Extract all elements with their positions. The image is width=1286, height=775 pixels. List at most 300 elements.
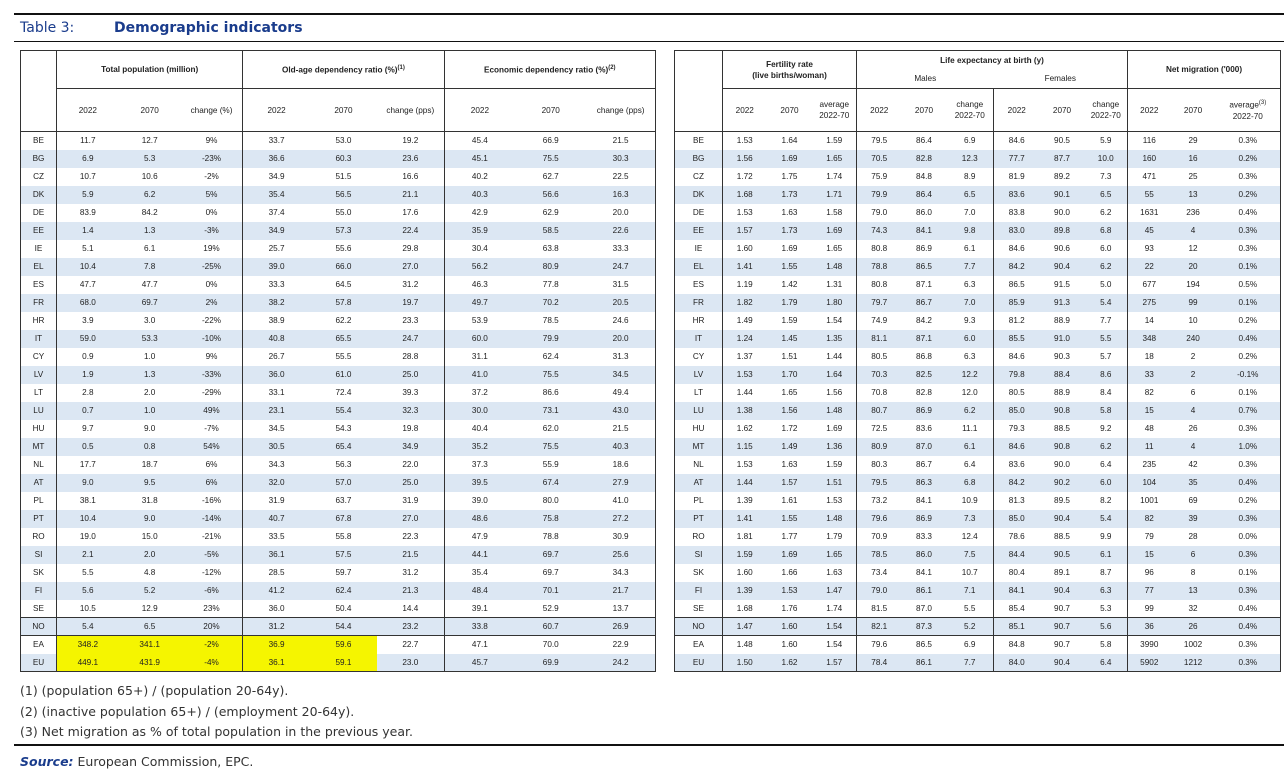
table-cell: 31.5 <box>586 276 655 294</box>
table-name: Demographic indicators <box>114 20 303 36</box>
table-cell: 1001 <box>1128 492 1171 510</box>
table-cell: 34.9 <box>377 438 444 456</box>
table-cell: 36.0 <box>243 366 310 384</box>
table-cell: 84.1 <box>902 222 947 240</box>
table-row <box>675 456 1281 474</box>
table-cell: 35.4 <box>444 564 515 582</box>
table-cell: 1.0 <box>143 352 156 361</box>
table-cell: 84.1 <box>994 582 1040 600</box>
table-cell: 18 <box>1128 348 1171 366</box>
table-cell: 74.3 <box>857 222 902 240</box>
table-row <box>675 474 1281 492</box>
left-col-header: change (pps) <box>586 89 655 132</box>
table-cell: 1.54 <box>813 636 857 654</box>
table-cell: 6.5 <box>947 186 994 204</box>
table-row <box>675 150 1281 168</box>
table-cell: 1.65 <box>813 150 857 168</box>
table-cell: 79.5 <box>857 474 902 492</box>
table-cell: 1.47 <box>813 582 857 600</box>
table-cell: 1.59 <box>826 460 843 469</box>
table-cell: 80.7 <box>857 402 902 420</box>
table-cell: 90.5 <box>1054 136 1070 146</box>
table-row <box>675 258 1281 276</box>
table-cell: 7.8 <box>119 258 181 276</box>
country-code: CZ <box>21 168 57 186</box>
table-cell: 86.8 <box>916 352 932 361</box>
table-row <box>675 582 1281 600</box>
table-cell: 36.1 <box>243 654 310 672</box>
table-cell: 6 <box>1171 546 1216 564</box>
table-cell: 35.2 <box>444 438 515 456</box>
country-code: FR <box>21 294 57 312</box>
table-cell: 30.3 <box>586 150 655 168</box>
table-cell: 5.9 <box>57 186 119 204</box>
table-cell: 31.9 <box>243 492 310 510</box>
table-cell: 79.8 <box>994 366 1040 384</box>
table-row <box>21 330 656 348</box>
table-cell: 6.2 <box>1085 438 1128 456</box>
table-cell: 84.4 <box>994 546 1040 564</box>
table-cell: 22.4 <box>377 222 444 240</box>
table-cell: 67.8 <box>310 510 377 528</box>
table-cell: 0.3% <box>1216 636 1281 654</box>
table-cell: 90.4 <box>1040 510 1085 528</box>
table-cell: 0.3% <box>1216 222 1281 240</box>
table-cell: 80.9 <box>857 438 902 456</box>
table-cell: 1.48 <box>813 510 857 528</box>
table-cell: 91.3 <box>1040 294 1085 312</box>
table-cell: 62.4 <box>542 352 559 361</box>
table-cell: 81.3 <box>994 492 1040 510</box>
table-cell: 85.0 <box>994 402 1040 420</box>
table-cell: 81.2 <box>994 312 1040 330</box>
table-cell: 90.0 <box>1054 208 1070 217</box>
table-cell: 23.6 <box>377 150 444 168</box>
table-cell: 34.5 <box>243 420 310 438</box>
table-cell: 33.1 <box>243 384 310 402</box>
right-table <box>674 50 1281 672</box>
table-cell: 9.0 <box>119 510 181 528</box>
table-row <box>21 222 656 240</box>
table-cell: 60.7 <box>515 618 586 636</box>
table-cell: 10.4 <box>57 258 119 276</box>
table-cell: 65.4 <box>310 438 377 456</box>
table-cell: 16.3 <box>586 186 655 204</box>
table-cell: 66.0 <box>310 258 377 276</box>
table-cell: 1.60 <box>723 240 767 258</box>
table-cell: 1.64 <box>781 136 798 146</box>
table-cell: 0.5% <box>1216 276 1281 294</box>
table-cell: 78.5 <box>542 316 559 325</box>
table-cell: -22% <box>201 316 222 325</box>
country-code: LV <box>675 366 723 384</box>
table-cell: 1.53 <box>826 496 843 505</box>
table-cell: 3.0 <box>143 316 156 325</box>
table-cell: 1.3 <box>119 222 181 240</box>
table-cell: 0.4% <box>1216 474 1281 492</box>
table-row <box>675 276 1281 294</box>
table-cell: 1.4 <box>57 222 119 240</box>
table-row <box>21 258 656 276</box>
table-cell: 34.9 <box>243 222 310 240</box>
country-code: EE <box>675 222 723 240</box>
table-cell: 83.6 <box>994 456 1040 474</box>
corner-cell <box>21 51 57 89</box>
country-code: MT <box>675 438 723 456</box>
table-cell: 62.7 <box>542 172 559 181</box>
table-cell: 39.1 <box>444 600 515 618</box>
table-cell: 6.1 <box>947 438 994 456</box>
country-code: LU <box>675 402 723 420</box>
table-cell: 63.8 <box>542 244 559 253</box>
table-cell: 5.3 <box>1100 603 1112 613</box>
table-cell: 77.7 <box>994 150 1040 168</box>
country-code: BG <box>675 150 723 168</box>
table-cell: 13.7 <box>586 600 655 618</box>
table-cell: 6.2 <box>1100 208 1112 217</box>
note-3: (3) Net migration as % of total population in the previous year. <box>20 724 413 739</box>
table-cell: 64.5 <box>335 280 352 289</box>
table-cell: 22.5 <box>586 168 655 186</box>
col-mig-2022: 2022 <box>1128 89 1171 132</box>
table-cell: 348 <box>1128 330 1171 348</box>
table-cell: 79.6 <box>857 510 902 528</box>
table-cell: 6.5 <box>119 618 181 636</box>
table-cell: 15 <box>1128 402 1171 420</box>
table-cell: 1.65 <box>826 244 843 253</box>
table-row <box>21 150 656 168</box>
table-cell: 25.7 <box>243 240 310 258</box>
table-cell: 86.4 <box>902 186 947 204</box>
col-mig-avg: average$^{(3)}$ 2022-70 <box>1216 89 1281 132</box>
table-cell: 1.44 <box>723 384 767 402</box>
table-cell: 6.1 <box>964 244 976 253</box>
table-cell: 7.5 <box>947 546 994 564</box>
col-female-change: change 2022-70 <box>1085 89 1128 132</box>
table-cell: 28 <box>1188 532 1198 541</box>
table-cell: 1.49 <box>767 438 813 456</box>
table-cell: 1.64 <box>813 366 857 384</box>
table-cell: 82 <box>1128 510 1171 528</box>
table-cell: 62.9 <box>542 208 559 217</box>
table-cell: 9.8 <box>947 222 994 240</box>
table-cell: 0.2% <box>1216 492 1281 510</box>
table-cell: 0.1% <box>1216 384 1281 402</box>
table-cell: 1.0 <box>119 402 181 420</box>
table-cell: 80.5 <box>857 348 902 366</box>
country-code: DE <box>21 204 57 222</box>
table-cell: 35.9 <box>444 222 515 240</box>
table-cell: 1.75 <box>781 172 798 181</box>
header-males: Males <box>857 70 994 89</box>
country-code: PL <box>675 492 723 510</box>
table-cell: 55 <box>1128 186 1171 204</box>
table-cell: 0.7 <box>57 402 119 420</box>
col-male-2022: 2022 <box>857 89 902 132</box>
table-cell: 5.5 <box>964 603 976 613</box>
table-cell: 471 <box>1128 168 1171 186</box>
country-code: HR <box>675 312 723 330</box>
table-cell: 12.7 <box>141 136 158 146</box>
table-cell: 84.1 <box>916 568 932 577</box>
table-cell: 1.41 <box>723 510 767 528</box>
table-cell: -16% <box>201 496 222 505</box>
table-cell: 1.31 <box>826 280 843 289</box>
table-cell: 7.3 <box>1100 172 1112 181</box>
table-cell: 86.9 <box>902 402 947 420</box>
table-cell: 23.0 <box>377 654 444 672</box>
table-cell: 30.0 <box>444 402 515 420</box>
table-cell: 23% <box>203 603 220 613</box>
table-cell: 7.0 <box>964 208 976 217</box>
table-cell: 677 <box>1128 276 1171 294</box>
table-cell: 70.9 <box>857 528 902 546</box>
table-cell: 55.6 <box>335 244 352 253</box>
table-label: Table 3: <box>20 20 75 36</box>
table-cell: 49.7 <box>444 294 515 312</box>
table-cell: 41.0 <box>586 492 655 510</box>
country-code: SK <box>675 564 723 582</box>
table-cell: 6.1 <box>143 244 156 253</box>
table-cell: 77 <box>1128 582 1171 600</box>
table-cell: 80.0 <box>542 496 559 505</box>
table-cell: 32.3 <box>377 402 444 420</box>
table-cell: 40.3 <box>586 438 655 456</box>
table-row <box>21 474 656 492</box>
table-cell: 1.50 <box>723 654 767 672</box>
table-cell: 79.5 <box>857 132 902 150</box>
table-cell: 87.0 <box>916 603 932 613</box>
table-cell: 9% <box>205 352 218 361</box>
table-cell: 1.53 <box>767 582 813 600</box>
table-cell: 15 <box>1128 546 1171 564</box>
table-cell: 48.4 <box>444 582 515 600</box>
table-cell: 1.70 <box>767 366 813 384</box>
table-cell: 5.9 <box>1100 136 1112 146</box>
table-cell: 1.62 <box>723 420 767 438</box>
table-cell: 36.9 <box>243 636 310 654</box>
table-cell: 6% <box>181 474 243 492</box>
table-cell: 57.8 <box>310 294 377 312</box>
table-cell: -12% <box>201 568 222 577</box>
table-cell: 0.3% <box>1216 654 1281 672</box>
table-cell: 25.0 <box>377 366 444 384</box>
table-cell: 1.19 <box>723 276 767 294</box>
table-cell: 86.0 <box>902 546 947 564</box>
table-row <box>21 600 656 618</box>
table-cell: 1.54 <box>826 316 843 325</box>
country-code: HU <box>21 420 57 438</box>
table-cell: 1.49 <box>723 312 767 330</box>
table-cell: 49% <box>181 402 243 420</box>
table-cell: 1.9 <box>57 366 119 384</box>
table-cell: 31.3 <box>586 348 655 366</box>
table-row <box>675 132 1281 150</box>
table-cell: 1.57 <box>723 222 767 240</box>
table-cell: 57.5 <box>310 546 377 564</box>
table-cell: 15.0 <box>141 532 158 541</box>
table-cell: 39.5 <box>444 474 515 492</box>
country-code: LT <box>21 384 57 402</box>
table-cell: 1.58 <box>826 208 843 217</box>
table-row <box>675 528 1281 546</box>
table-row <box>21 618 656 636</box>
table-cell: 7.7 <box>947 654 994 672</box>
table-row <box>21 132 656 150</box>
table-cell: 1.35 <box>813 330 857 348</box>
table-cell: 0.7% <box>1216 402 1281 420</box>
table-cell: 57.0 <box>310 474 377 492</box>
table-cell: 61.0 <box>310 366 377 384</box>
table-cell: 22.7 <box>377 636 444 654</box>
country-code: ES <box>675 276 723 294</box>
note-1: (1) (population 65+) / (population 20-64y). <box>20 683 289 698</box>
table-cell: 0.3% <box>1216 582 1281 600</box>
table-row <box>675 654 1281 672</box>
table-cell: 79.0 <box>857 582 902 600</box>
table-cell: 5.6 <box>57 582 119 600</box>
table-row <box>675 312 1281 330</box>
table-cell: -29% <box>201 388 222 397</box>
table-cell: 1.69 <box>767 546 813 564</box>
table-cell: 6.8 <box>1085 222 1128 240</box>
table-cell: 22.0 <box>402 460 419 469</box>
table-cell: 53.3 <box>119 330 181 348</box>
table-cell: 72.5 <box>857 420 902 438</box>
table-cell: 45.7 <box>444 654 515 672</box>
table-row <box>675 492 1281 510</box>
table-cell: 19.2 <box>402 136 419 146</box>
table-cell: 77.8 <box>542 280 559 289</box>
table-cell: 11 <box>1128 438 1171 456</box>
table-cell: 3.9 <box>57 312 119 330</box>
table-row <box>675 168 1281 186</box>
corner-cell <box>675 51 723 89</box>
table-cell: 35 <box>1171 474 1216 492</box>
country-code: NL <box>675 456 723 474</box>
table-cell: 69.9 <box>515 654 586 672</box>
table-cell: 83.8 <box>994 204 1040 222</box>
table-cell: 82.1 <box>857 618 902 636</box>
table-cell: 45.1 <box>444 150 515 168</box>
country-code: SI <box>21 546 57 564</box>
country-code: CY <box>21 348 57 366</box>
table-cell: 0.4% <box>1216 618 1281 636</box>
table-row <box>21 528 656 546</box>
country-code: IT <box>21 330 57 348</box>
col-fert-avg: average 2022-70 <box>813 89 857 132</box>
table-cell: 86.5 <box>902 258 947 276</box>
table-cell: 75.9 <box>857 168 902 186</box>
table-row <box>675 240 1281 258</box>
table-cell: 78.8 <box>857 258 902 276</box>
table-cell: 99 <box>1171 294 1216 312</box>
table-cell: 1.66 <box>781 568 798 577</box>
table-cell: 8.6 <box>1085 366 1128 384</box>
table-cell: 59.6 <box>310 636 377 654</box>
table-cell: 5.8 <box>1085 402 1128 420</box>
country-code: ES <box>21 276 57 294</box>
table-cell: -25% <box>181 258 243 276</box>
table-cell: 39.3 <box>402 388 419 397</box>
table-cell: 1.60 <box>767 636 813 654</box>
table-cell: 1.36 <box>813 438 857 456</box>
table-cell: 235 <box>1128 456 1171 474</box>
table-cell: 9% <box>205 136 218 146</box>
table-row <box>675 348 1281 366</box>
table-cell: 79.0 <box>857 204 902 222</box>
table-cell: 0.4% <box>1216 330 1281 348</box>
table-cell: 1.42 <box>781 280 798 289</box>
table-cell: 91.5 <box>1054 280 1070 289</box>
table-cell: 49.4 <box>586 384 655 402</box>
table-cell: 53.9 <box>444 312 515 330</box>
table-row <box>21 438 656 456</box>
table-cell: 41.2 <box>243 582 310 600</box>
table-cell: 1.39 <box>723 492 767 510</box>
table-cell: 63.7 <box>335 496 352 505</box>
table-cell: 0.3% <box>1216 132 1281 150</box>
table-cell: 1.44 <box>723 474 767 492</box>
table-cell: 4.8 <box>143 568 156 577</box>
table-row <box>675 510 1281 528</box>
table-cell: 32 <box>1188 603 1198 613</box>
table-cell: 1.24 <box>723 330 767 348</box>
table-cell: 90.0 <box>1054 460 1070 469</box>
table-cell: 2% <box>181 294 243 312</box>
table-cell: 1.82 <box>723 294 767 312</box>
left-col-header: 2022 <box>444 89 515 132</box>
table-cell: 0.1% <box>1216 258 1281 276</box>
table-cell: 33.5 <box>243 528 310 546</box>
left-col-header: 2022 <box>243 89 310 132</box>
country-code: BE <box>21 132 57 150</box>
table-cell: 83.6 <box>994 186 1040 204</box>
table-cell: 1.79 <box>767 294 813 312</box>
table-row <box>675 546 1281 564</box>
table-cell: 18.7 <box>141 460 158 469</box>
table-cell: 73.2 <box>857 492 902 510</box>
table-cell: 90.8 <box>1040 402 1085 420</box>
table-row <box>675 420 1281 438</box>
table-cell: 4 <box>1171 222 1216 240</box>
table-cell: 20% <box>181 618 243 636</box>
table-cell: 24.6 <box>586 312 655 330</box>
table-cell: 1.68 <box>723 186 767 204</box>
table-cell: 86.9 <box>902 510 947 528</box>
country-code: RO <box>21 528 57 546</box>
table-cell: 1.44 <box>826 352 843 361</box>
table-cell: 1.3 <box>119 366 181 384</box>
table-cell: 27.2 <box>586 510 655 528</box>
source-text: European Commission, EPC. <box>73 754 254 769</box>
table-cell: 96 <box>1128 564 1171 582</box>
table-cell: 84.6 <box>994 348 1040 366</box>
table-cell: -10% <box>181 330 243 348</box>
table-cell: 8.2 <box>1100 496 1112 505</box>
table-cell: 1.63 <box>781 460 798 469</box>
corner-cell <box>21 89 57 132</box>
table-cell: 1.55 <box>767 258 813 276</box>
table-cell: 1.65 <box>781 388 798 397</box>
table-cell: 70.5 <box>857 150 902 168</box>
table-cell: 21.5 <box>377 546 444 564</box>
col-male-2070: 2070 <box>902 89 947 132</box>
table-cell: 33.3 <box>243 276 310 294</box>
table-cell: 6.0 <box>1100 244 1112 253</box>
table-cell: 44.1 <box>444 546 515 564</box>
table-cell: -0.1% <box>1216 366 1281 384</box>
